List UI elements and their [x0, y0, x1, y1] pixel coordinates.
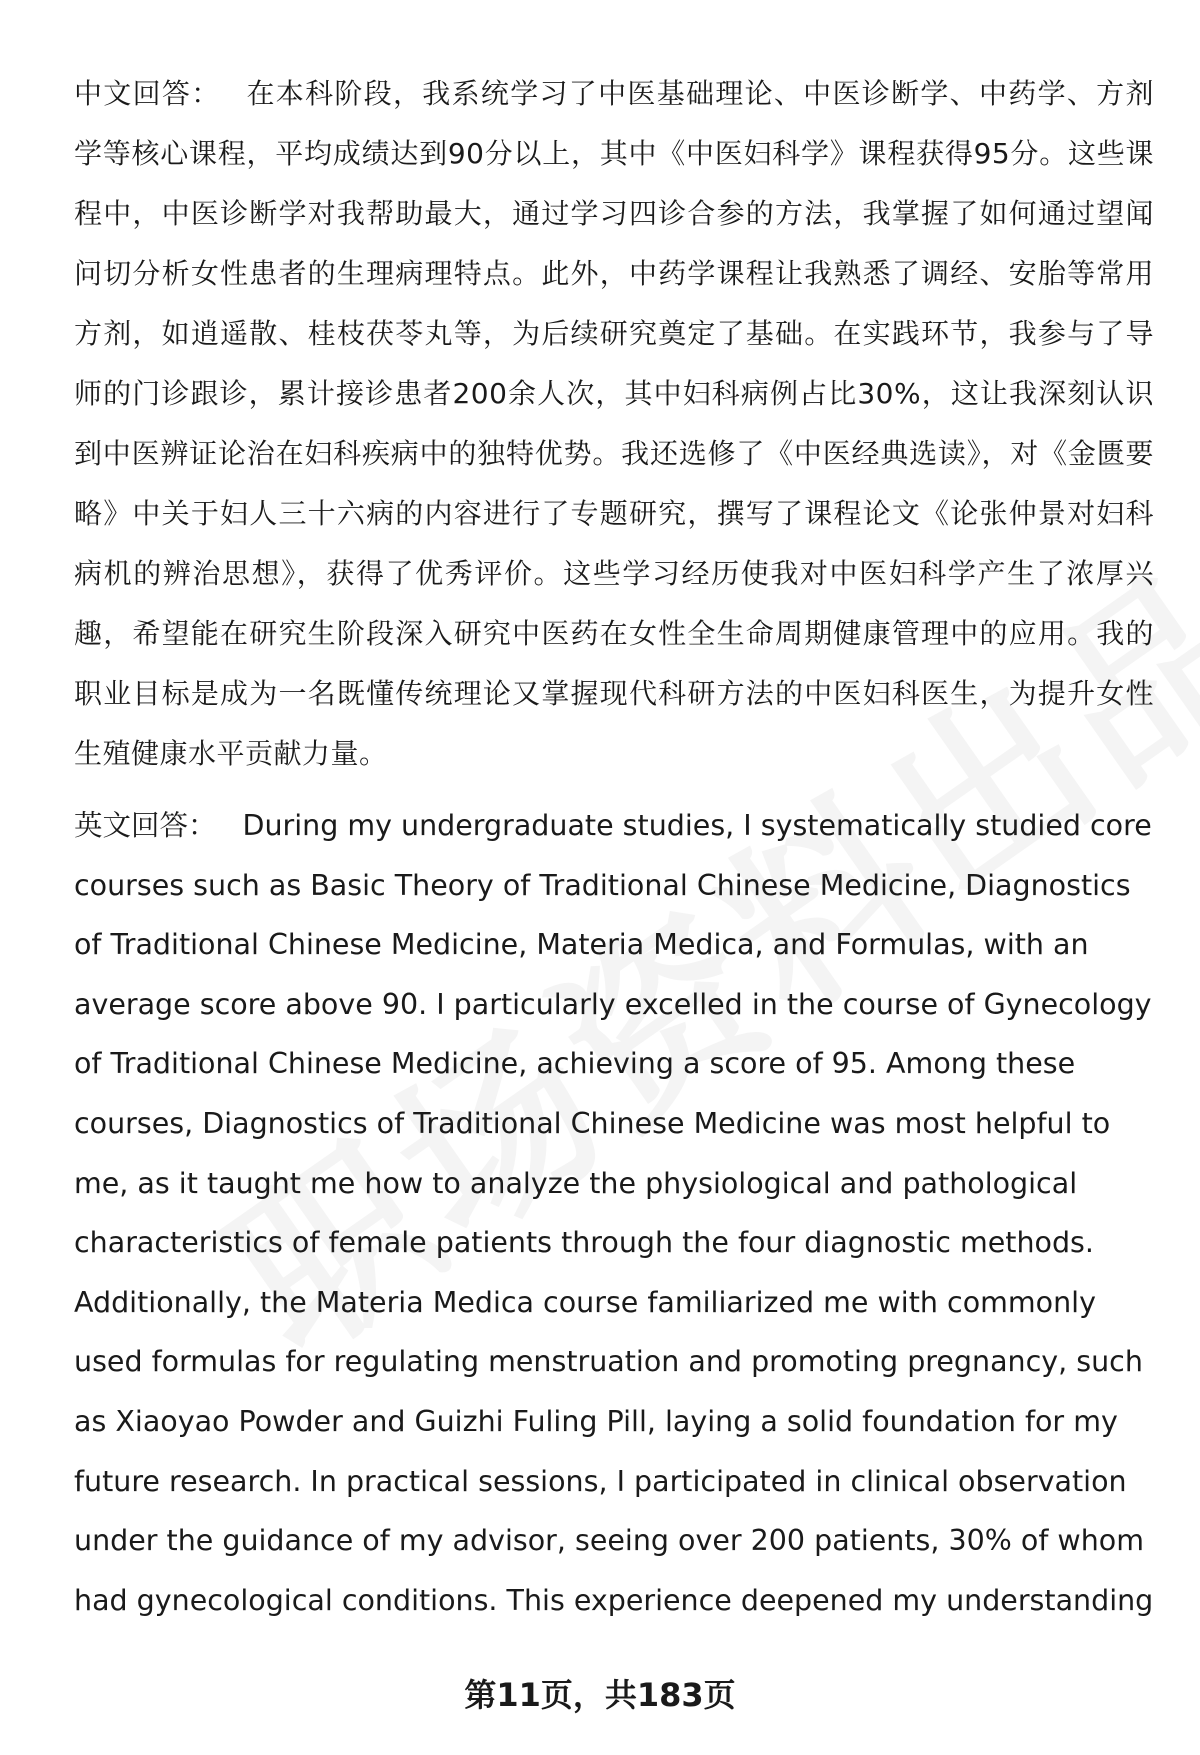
chinese-answer-text: 在本科阶段，我系统学习了中医基础理论、中医诊断学、中药学、方剂学等核心课程，平均成绩达到90分以上，其中《中医妇科学》课程获得95分。这些课程中，中医诊断学对我帮助最大，通过学习四诊合参的方法，我掌握了如何通过望闻问切分析女性患者的生理病理特点。此外，中药学课程让我熟悉了调经、安胎等常用方剂，如逍遥散、桂枝茯苓丸等，为后续研究奠定了基础。在实践环节，我参与了导师的门诊跟诊，累计接诊患者200余人次，其中妇科病例占比30%，这让我深刻认识到中医辨证论治在妇科疾病中的独特优势。我还选修了《中医经典选读》，对《金匮要略》中关于妇人三十六病的内容进行了专题研究，撰写了课程论文《论张仲景对妇科病机的辨治思想》，获得了优秀评价。这些学习经历使我对中医妇科学产生了浓厚兴趣，希望能在研究生阶段深入研究中医药在女性全生命周期健康管理中的应用。我的职业目标是成为一名既懂传统理论又掌握现代科研方法的中医妇科医生，为提升女性生殖健康水平贡献力量。	[74, 77, 1154, 770]
chinese-answer-label: 中文回答：	[74, 77, 221, 110]
page-number-footer: 第11页，共183页	[464, 1676, 736, 1714]
document-body	[74, 64, 1154, 1630]
english-answer-text: During my undergraduate studies, I systematically studied core courses such as Basic Theory of Traditional Chinese Medicine, Diagnostics of Traditional Chinese Medicine, Materia Medica, and Formulas, with an average score above 90. I particularly excelled in the course of Gynecology of Traditional Chinese Medicine, achieving a score of 95. Among these courses, Diagnostics of Traditional Chinese Medicine was most helpful to me, as it taught me how to analyze the physiological and pathological characteristics of female patients through the four diagnostic methods. Additionally, the Materia Medica course familiarized me with commonly used formulas for regulating menstruation and promoting pregnancy, such as Xiaoyao Powder and Guizhi Fuling Pill, laying a solid foundation for my future research. In practical sessions, I participated in clinical observation under the guidance of my advisor, seeing over 200 patients, 30% of whom had gynecological conditions. This experience deepened my understanding	[74, 809, 1154, 1617]
english-answer-label: 英文回答：	[74, 809, 217, 842]
english-answer-paragraph	[74, 796, 1154, 1630]
chinese-answer-paragraph	[74, 64, 1154, 784]
